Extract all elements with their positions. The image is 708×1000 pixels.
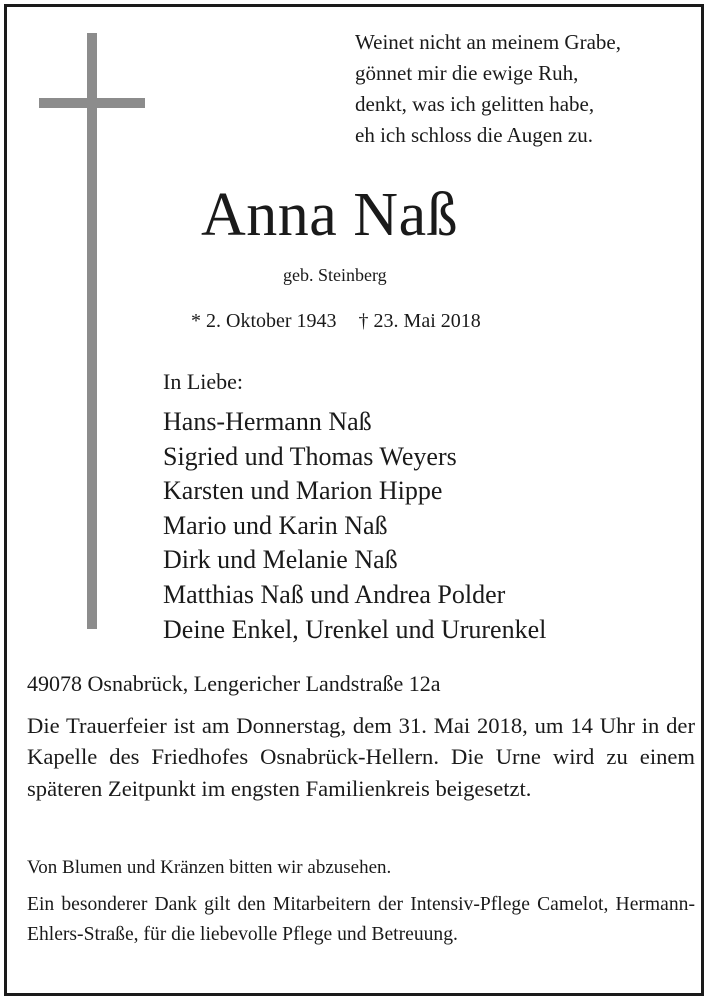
life-dates xyxy=(191,307,481,335)
death-date: † 23. Mai 2018 xyxy=(358,310,481,332)
obituary-frame xyxy=(4,4,704,996)
poem xyxy=(355,27,695,151)
cross-vertical-bar xyxy=(87,33,97,629)
birth-date: * 2. Oktober 1943 xyxy=(191,310,337,332)
poem-line: gönnet mir die ewige Ruh, xyxy=(355,61,579,85)
flowers-note: Von Blumen und Kränzen bitten wir abzusehen. xyxy=(27,857,392,878)
deceased-name: Anna Naß xyxy=(201,181,459,249)
born-name: geb. Steinberg xyxy=(283,265,387,285)
mourner-entry: Karsten und Marion Hippe xyxy=(163,476,443,506)
mourners-list xyxy=(163,405,546,647)
mourners-label: In Liebe: xyxy=(163,369,244,394)
poem-line: Weinet nicht an meinem Grabe, xyxy=(355,30,621,54)
family-address: 49078 Osnabrück, Lengericher Landstraße 12a xyxy=(27,671,441,696)
poem-line: eh ich schloss die Augen zu. xyxy=(355,123,593,147)
mourner-entry: Dirk und Melanie Naß xyxy=(163,545,398,575)
funeral-service-text: Die Trauerfeier ist am Donnerstag, dem 31. Mai 2018, um 14 Uhr in der Kapelle des Friedhofes Osnabrück-Hellern. Die Urne wird zu einem späteren Zeitpunkt im engsten Familienkreis beigesetzt. xyxy=(27,713,695,801)
mourner-entry: Matthias Naß und Andrea Polder xyxy=(163,579,506,609)
mourner-entry: Sigried und Thomas Weyers xyxy=(163,441,457,471)
cross-horizontal-bar xyxy=(39,98,145,108)
thanks-text: Ein besonderer Dank gilt den Mitarbeitern der Intensiv-Pflege Camelot, Hermann-Ehlers-Straße, für die liebevolle Pflege und Betreuung. xyxy=(27,894,695,945)
mourner-entry: Deine Enkel, Urenkel und Ururenkel xyxy=(163,614,547,644)
mourner-entry: Mario und Karin Naß xyxy=(163,510,388,540)
mourner-entry: Hans-Hermann Naß xyxy=(163,407,372,436)
poem-line: denkt, was ich gelitten habe, xyxy=(355,92,595,116)
